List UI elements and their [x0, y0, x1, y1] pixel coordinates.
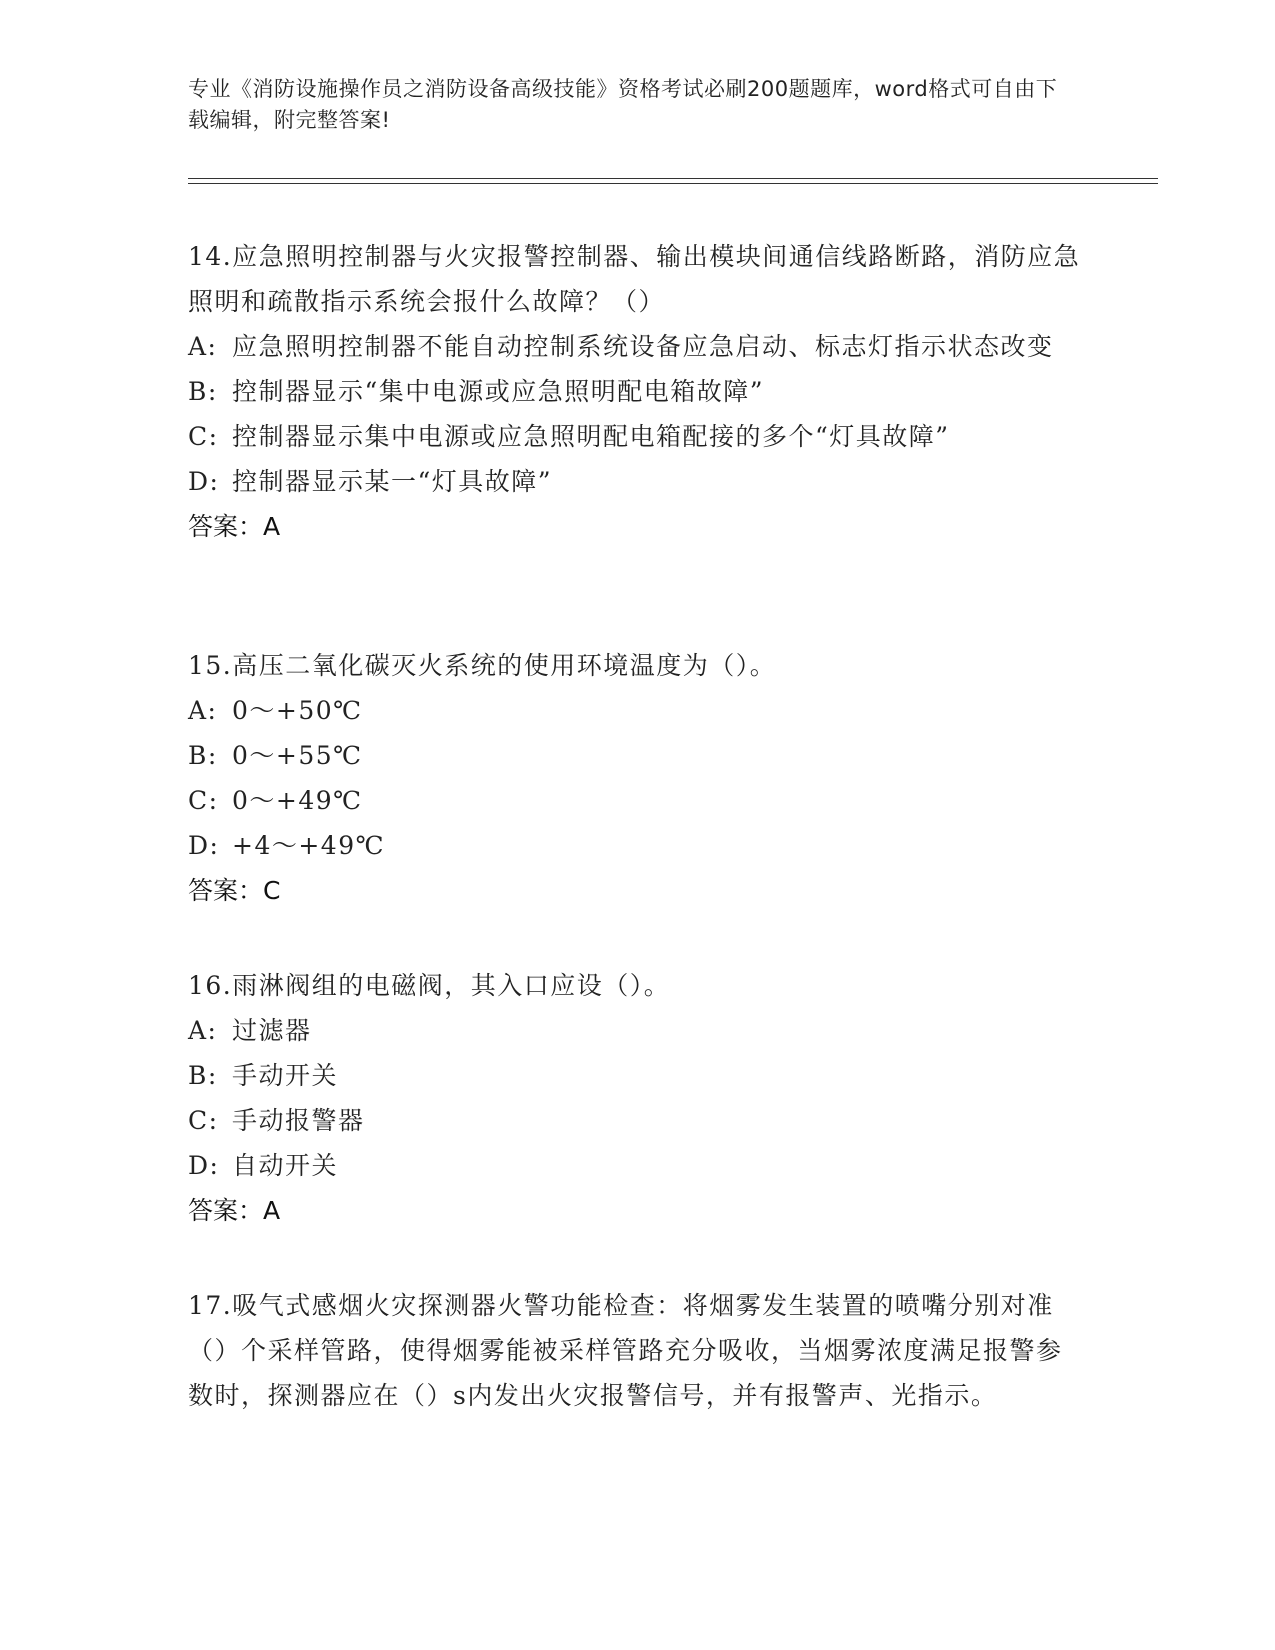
question-14	[188, 234, 1088, 549]
option-text: 过滤器	[232, 1016, 312, 1045]
option-d	[188, 823, 1088, 868]
option-text: 控制器显示“集中电源或应急照明配电箱故障”	[232, 377, 765, 406]
option-a	[188, 1008, 1088, 1053]
option-text: 0～+49℃	[232, 786, 363, 815]
option-d	[188, 459, 1088, 504]
option-key: A:	[188, 696, 218, 725]
option-text: 控制器显示集中电源或应急照明配电箱配接的多个“灯具故障”	[232, 422, 950, 451]
option-key: B:	[188, 377, 218, 406]
option-key: B:	[188, 1061, 218, 1090]
option-d	[188, 1143, 1088, 1188]
option-key: D:	[188, 831, 220, 860]
option-text: 0～+55℃	[232, 741, 363, 770]
option-key: B:	[188, 741, 218, 770]
question-16	[188, 963, 1088, 1233]
question-stem: 14.应急照明控制器与火灾报警控制器、输出模块间通信线路断路，消防应急照明和疏散指示系统会报什么故障？（）	[188, 242, 1081, 316]
option-key: D:	[188, 1151, 220, 1180]
option-key: A:	[188, 1016, 218, 1045]
option-c	[188, 1098, 1088, 1143]
option-a	[188, 324, 1088, 369]
option-text: 手动报警器	[232, 1106, 365, 1135]
option-text: 自动开关	[232, 1151, 339, 1180]
question-stem: 15.高压二氧化碳灭火系统的使用环境温度为（）。	[188, 651, 777, 680]
question-stem: 17.吸气式感烟火灾探测器火警功能检查：将烟雾发生装置的喷嘴分别对准（）个采样管路，使得烟雾能被采样管路充分吸收，当烟雾浓度满足报警参数时，探测器应在（）s内发出火灾报警信号，并有报警声、光指示。	[188, 1291, 1063, 1410]
question-17	[188, 1283, 1088, 1418]
option-b	[188, 369, 1088, 414]
answer: 答案：C	[188, 876, 281, 905]
option-text: +4～+49℃	[232, 831, 386, 860]
option-c	[188, 778, 1088, 823]
header-divider-top	[188, 178, 1158, 179]
question-stem: 16.雨淋阀组的电磁阀，其入口应设（）。	[188, 971, 671, 1000]
option-key: D:	[188, 467, 220, 496]
option-key: C:	[188, 1106, 219, 1135]
option-a	[188, 688, 1088, 733]
option-text: 应急照明控制器不能自动控制系统设备应急启动、标志灯指示状态改变	[232, 332, 1054, 361]
option-c	[188, 414, 1088, 459]
option-text: 0～+50℃	[232, 696, 363, 725]
option-text: 控制器显示某一“灯具故障”	[232, 467, 553, 496]
question-15	[188, 643, 1088, 913]
answer: 答案：A	[188, 1196, 281, 1225]
answer: 答案：A	[188, 512, 281, 541]
document-header: 专业《消防设施操作员之消防设备高级技能》资格考试必刷200题题库，word格式可自由下载编辑，附完整答案!	[188, 77, 1058, 132]
option-key: A:	[188, 332, 218, 361]
option-b	[188, 1053, 1088, 1098]
option-text: 手动开关	[232, 1061, 339, 1090]
option-b	[188, 733, 1088, 778]
header-divider-bottom	[188, 183, 1158, 184]
option-key: C:	[188, 422, 219, 451]
option-key: C:	[188, 786, 219, 815]
